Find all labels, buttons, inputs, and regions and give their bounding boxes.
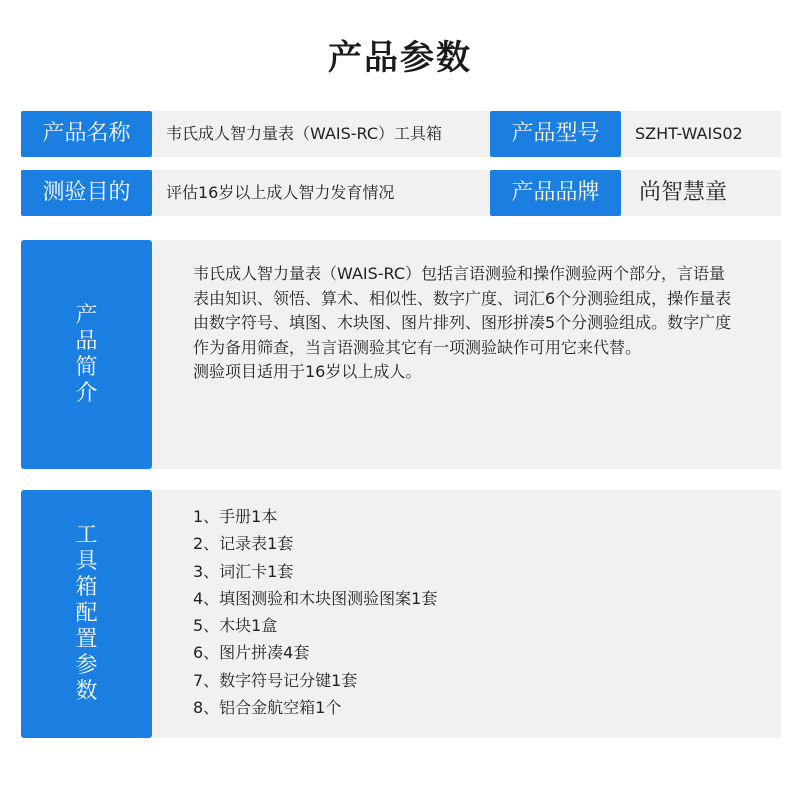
brand-value: 尚智慧童	[621, 170, 781, 216]
param-row-purpose-brand	[21, 170, 781, 216]
config-section	[21, 490, 781, 738]
page-title: 产品参数	[328, 38, 472, 78]
purpose-value: 评估16岁以上成人智力发育情况	[152, 170, 490, 216]
intro-paragraph: 韦氏成人智力量表（WAIS-RC）包括言语测验和操作测验两个部分，言语量表由知识、领悟、算术、相似性、数字广度、词汇6个分测验组成，操作量表由数字符号、填图、木块图、图片排列、图形拼凑5个分测验组成。数字广度作为备用筛查，当言语测验其它有一项测验缺作可用它来代替。	[193, 264, 732, 357]
model-label: 产品型号	[490, 111, 621, 157]
list-item: 2、记录表1套	[193, 534, 294, 554]
config-label-block	[21, 490, 152, 738]
model-value: SZHT-WAIS02	[621, 111, 781, 157]
config-list	[193, 503, 437, 721]
list-item: 7、数字符号记分键1套	[193, 670, 358, 690]
list-item: 6、图片拼凑4套	[193, 643, 310, 663]
list-item: 8、铝合金航空箱1个	[193, 698, 342, 718]
list-item: 1、手册1本	[193, 507, 278, 526]
intro-text	[193, 262, 738, 385]
intro-section	[21, 240, 781, 469]
config-body	[152, 490, 781, 738]
intro-body	[152, 240, 781, 469]
intro-label: 产品简介	[75, 302, 98, 406]
intro-label-block	[21, 240, 152, 469]
list-item: 4、填图测验和木块图测验图案1套	[193, 588, 438, 608]
product-name-label: 产品名称	[21, 111, 152, 157]
list-item: 5、木块1盒	[193, 616, 278, 636]
intro-paragraph: 测验项目适用于16岁以上成人。	[193, 362, 422, 381]
purpose-label: 测验目的	[21, 170, 152, 216]
list-item: 3、词汇卡1套	[193, 561, 294, 581]
param-row-name-model	[21, 111, 781, 157]
config-label: 工具箱配置参数	[75, 523, 98, 704]
product-name-value: 韦氏成人智力量表（WAIS-RC）工具箱	[152, 111, 490, 157]
brand-label: 产品品牌	[490, 170, 621, 216]
